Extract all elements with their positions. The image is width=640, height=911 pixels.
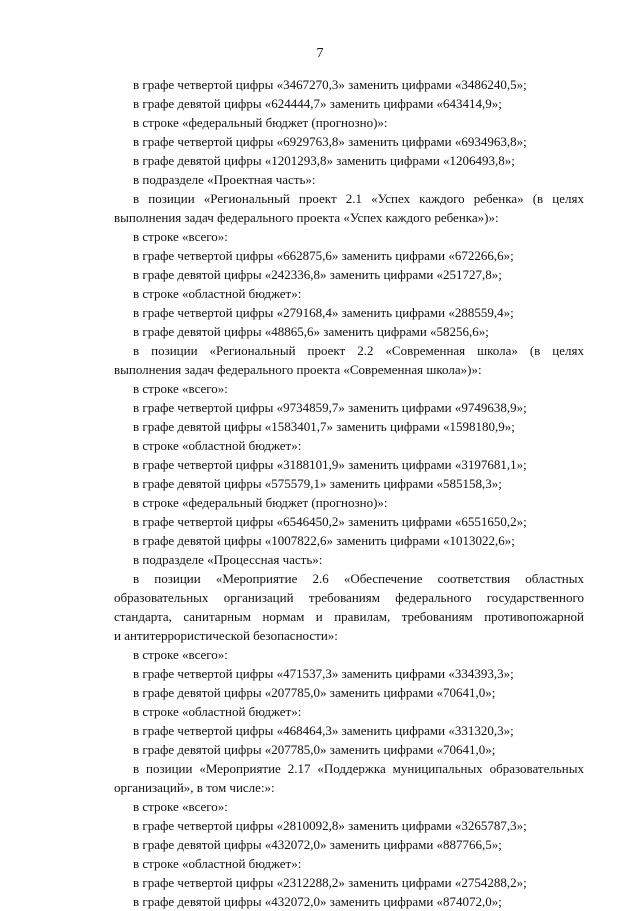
text-line: в графе четвертой цифры «662875,6» заменить цифрами «672266,6»; [133,248,514,263]
text-line: в графе четвертой цифры «3188101,9» заменить цифрами «3197681,1»; [133,457,527,472]
text-line: в графе четвертой цифры «2312288,2» заменить цифрами «2754288,2»; [133,875,527,890]
text-line: и антитеррористической безопасности»: [114,628,338,643]
text-line: в графе четвертой цифры «3467270,3» заменить цифрами «3486240,5»; [133,77,527,92]
page-number: 7 [316,46,324,61]
text-line: в строке «областной бюджет»: [133,704,302,719]
text-line: в позиции «Региональный проект 2.1 «Успех каждого ребенка» (в целях [133,191,584,206]
text-line: в графе девятой цифры «48865,6» заменить цифрами «58256,6»; [133,324,489,339]
text-line: в подразделе «Проектная часть»: [133,172,316,187]
text-line: в строке «областной бюджет»: [133,286,302,301]
text-line: в графе девятой цифры «1583401,7» заменить цифрами «1598180,9»; [133,419,515,434]
text-line: в строке «всего»: [133,799,228,814]
text-line: в графе девятой цифры «1201293,8» заменить цифрами «1206493,8»; [133,153,515,168]
text-line: в графе четвертой цифры «6546450,2» заменить цифрами «6551650,2»; [133,514,527,529]
document-body [114,75,584,911]
text-line: в графе четвертой цифры «468464,3» заменить цифрами «331320,3»; [133,723,514,738]
text-line: в графе девятой цифры «207785,0» заменить цифрами «70641,0»; [133,742,496,757]
text-line: в графе девятой цифры «242336,8» заменить цифрами «251727,8»; [133,267,502,282]
text-line: в строке «всего»: [133,229,228,244]
text-line: в строке «всего»: [133,647,228,662]
text-line: в графе четвертой цифры «279168,4» заменить цифрами «288559,4»; [133,305,514,320]
text-line: стандарта, санитарным нормам и правилам, требованиям противопожарной [114,609,584,624]
text-line: в графе девятой цифры «624444,7» заменить цифрами «643414,9»; [133,96,502,111]
text-line: в подразделе «Процессная часть»: [133,552,323,567]
text-line: организаций», в том числе:»: [114,780,275,795]
text-line: в позиции «Мероприятие 2.17 «Поддержка муниципальных образовательных [133,761,584,776]
text-line: в графе четвертой цифры «471537,3» заменить цифрами «334393,3»; [133,666,514,681]
text-line: в графе девятой цифры «1007822,6» заменить цифрами «1013022,6»; [133,533,515,548]
text-line: в строке «областной бюджет»: [133,856,302,871]
text-line: в строке «всего»: [133,381,228,396]
text-line: выполнения задач федерального проекта «Успех каждого ребенка»)»: [114,210,499,225]
text-line: выполнения задач федерального проекта «Современная школа»)»: [114,362,482,377]
text-line: в строке «федеральный бюджет (прогнозно)»: [133,115,388,130]
text-line: в графе девятой цифры «432072,0» заменить цифрами «887766,5»; [133,837,502,852]
text-line: в строке «областной бюджет»: [133,438,302,453]
text-line: в графе девятой цифры «207785,0» заменить цифрами «70641,0»; [133,685,496,700]
text-line: в графе девятой цифры «432072,0» заменить цифрами «874072,0»; [133,894,502,909]
text-line: в графе четвертой цифры «2810092,8» заменить цифрами «3265787,3»; [133,818,527,833]
text-line: в графе девятой цифры «575579,1» заменить цифрами «585158,3»; [133,476,502,491]
text-line: в строке «федеральный бюджет (прогнозно)»: [133,495,388,510]
text-line: в позиции «Региональный проект 2.2 «Современная школа» (в целях [133,343,584,358]
text-line: в графе четвертой цифры «6929763,8» заменить цифрами «6934963,8»; [133,134,527,149]
text-line: образовательных организаций требованиям федерального государственного [114,590,584,605]
text-line: в графе четвертой цифры «9734859,7» заменить цифрами «9749638,9»; [133,400,527,415]
text-line: в позиции «Мероприятие 2.6 «Обеспечение соответствия областных [133,571,584,586]
